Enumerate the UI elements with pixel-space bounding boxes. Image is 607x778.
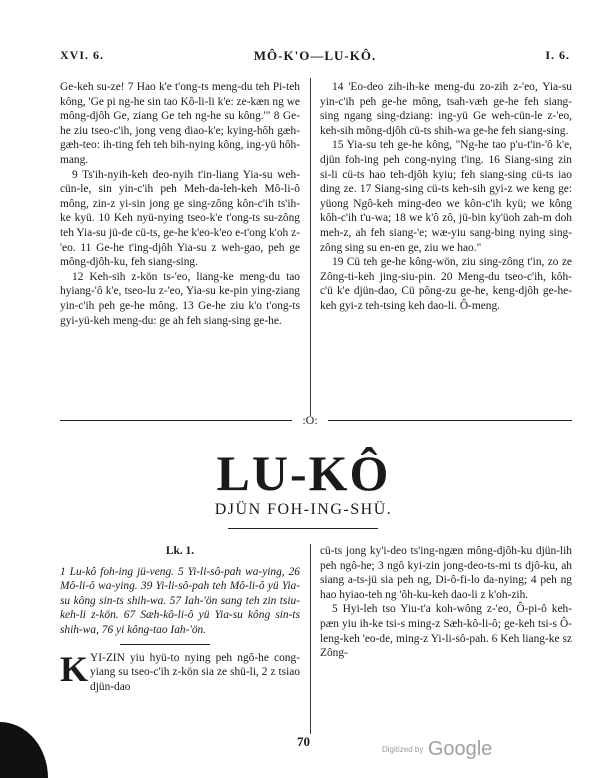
top-left-column — [60, 80, 300, 414]
book-subtitle: DJÜN FOH-ING-SHÜ. — [214, 501, 393, 518]
paragraph: 9 Ts'ih-nyih-keh deo-nyih t'in-liang Yia-su weh-cün-le, sin yin-c'ih peh Meh-da-leh-keh Mô-li-ô mông, zin-z yi-sin jong ge sing-zông kôn-c'ih ts'ih-ke kyü. 10 Keh nyü-nying tseo-k'e t'ong-ts su-zông teh Yia-su jü-de cü-ts, ge-he k'eo-k'eo e-t'ong k'oh z-'eo. 11 Ge-he t'ing-djôh Yia-su z weh-gao, peh ge mông-djôh-ku, feh siang-sing. — [60, 168, 300, 269]
header-left-ref: XVI. 6. — [60, 48, 105, 62]
digitizer-watermark — [382, 738, 492, 761]
bottom-left-column — [60, 544, 300, 734]
bottom-right-column — [320, 544, 572, 734]
watermark-caption: Digitized by — [382, 745, 424, 754]
chapter-heading: Lk. 1. — [165, 545, 195, 557]
chapter-summary: 1 Lu-kô foh-ing jü-veng. 5 Yi-li-sô-pah wa-ying, 26 Mô-li-ô wa-ying. 39 Yi-li-sô-pah teh Mô-li-ô yü Yia-su kông sin-ts shih-wa. 57 Iah-'ön sang teh zin tsiu-keh-li z-kön. 67 Sæh-kô-li-ô yü Yia-su kông sin-ts shih-wa, 76 yi kông-tao Iah-'ön. — [60, 565, 300, 636]
page-number: 70 — [297, 734, 310, 749]
opening-text: YI-ZIN yiu hyü-to nying peh ngô-he cong-yiang su tseo-c'ih z-kön sia ze shü-li, 2 z tsiao djün-dao — [90, 651, 300, 693]
opening-paragraph — [60, 648, 300, 695]
scan-corner-shadow — [0, 722, 48, 778]
top-right-column — [320, 80, 572, 414]
paragraph: 14 'Eo-deo zih-ih-ke meng-du zo-zih z-'eo, Yia-su yin-c'ih peh ge-he mông, tsah-væh ge-he feh siang-sing ngang sing-dziang: ing-yü Ge weh-cün-le z-'eo, keh-sih mông-djôh cü-ts shih-wa ge-he feh siang-sing. — [320, 81, 572, 137]
title-rule — [228, 528, 378, 529]
header-title: MÔ-K'O—LU-KÔ. — [253, 48, 377, 63]
paragraph: Ge-keh su-ze! 7 Hao k'e t'ong-ts meng-du teh Pi-teh kông, 'Ge pi ng-he sin tao Kô-li-li k'e: ze-kæn ng we mông-djôh Ge, ziang Ge teh ng-he su kông.'" 8 Ge-he ziu tseo-c'ih, jong veng diao-k'e; kying-hôh gæh-gæh-teo: ih-ting feh teh bih-nying kông, ing-yü hôh-mang. — [60, 81, 300, 166]
running-header — [60, 48, 570, 68]
paragraph: 15 Yia-su teh ge-he kông, "Ng-he tao p'u-t'in-'ô k'e, djün foh-ing peh cong-nying t'ing. 16 Siang-sing zin si-li cü-ts hao teh-djôh kyiu; feh siang-sing cü-ts iao ding ze. 17 Siang-sing cü-ts keh-sih gyi-z we keng ge: yüong Ngô-keh ming-deo we kôn-c'ih kyü; we kông kôh-c'ih t'u-wa; 18 we k'ô zô, jü-bin ky'üoh zah-m doh meh-z, ah feh siang-'e; wæ-yiu sang-bing nying sing-zông sing su en-en ge, ziu we hao." — [320, 139, 572, 254]
paragraph: 5 Hyi-leh tso Yiu-t'a koh-wông z-'eo, Ô-pi-ô keh-pæn yiu ih-ke tsi-s ming-z Sæh-kô-li-ô; ge-keh tsi-s Ô-leng-keh 'eo-de, ming-z Yi-li-sô-pah. 6 Keh liang-ke sz Zông- — [320, 603, 572, 660]
separator-ornament: :O: — [302, 413, 318, 427]
separator-ornament-glyph: O — [305, 413, 315, 427]
column-divider — [310, 544, 311, 734]
paragraph: cü-ts jong ky'i-deo ts'ing-ngæn mông-djôh-ku djün-lih peh ngô-he; 3 ngô kyi-zin jong-deo-ts-mi ts djô-ku, ah siang a-ts-jü sia peh ng, Di-ô-fi-lo da-nying; 4 peh ng hao hyiao-teh ng 'ôh-ku-keh dao-li z k'oh-zih. — [320, 545, 572, 601]
header-right-ref: I. 6. — [545, 48, 570, 62]
watermark-logo: Google — [427, 738, 493, 760]
paragraph: 12 Keh-sih z-kön ts-'eo, liang-ke meng-du tao hyiang-'ô k'e, tseo-lu z-'eo, Yia-su ke-pin ying-ziang yin-c'ih peh ge-he mông. 13 Ge-he ziu k'o t'ong-ts gyi-yü-keh meng-du: ge ah feh siang-sing ge-he. — [60, 270, 300, 327]
book-title: LU-KÔ — [216, 445, 391, 501]
summary-rule — [120, 644, 210, 645]
column-divider — [310, 78, 311, 416]
paragraph: 19 Cü teh ge-he kông-wön, ziu sing-zông t'in, zo ze Zông-ti-keh jing-siu-pin. 20 Meng-du tseo-c'ih, kôh-c'ü k'e djün-dao, Cü pông-zu ge-he, keng-djôh ge-he-keh gyi-z teh-tsing keh dao-li. Ô-meng. — [320, 256, 572, 312]
separator-rule-left — [60, 420, 292, 421]
drop-cap: K — [60, 648, 89, 689]
separator-rule-right — [328, 420, 572, 421]
